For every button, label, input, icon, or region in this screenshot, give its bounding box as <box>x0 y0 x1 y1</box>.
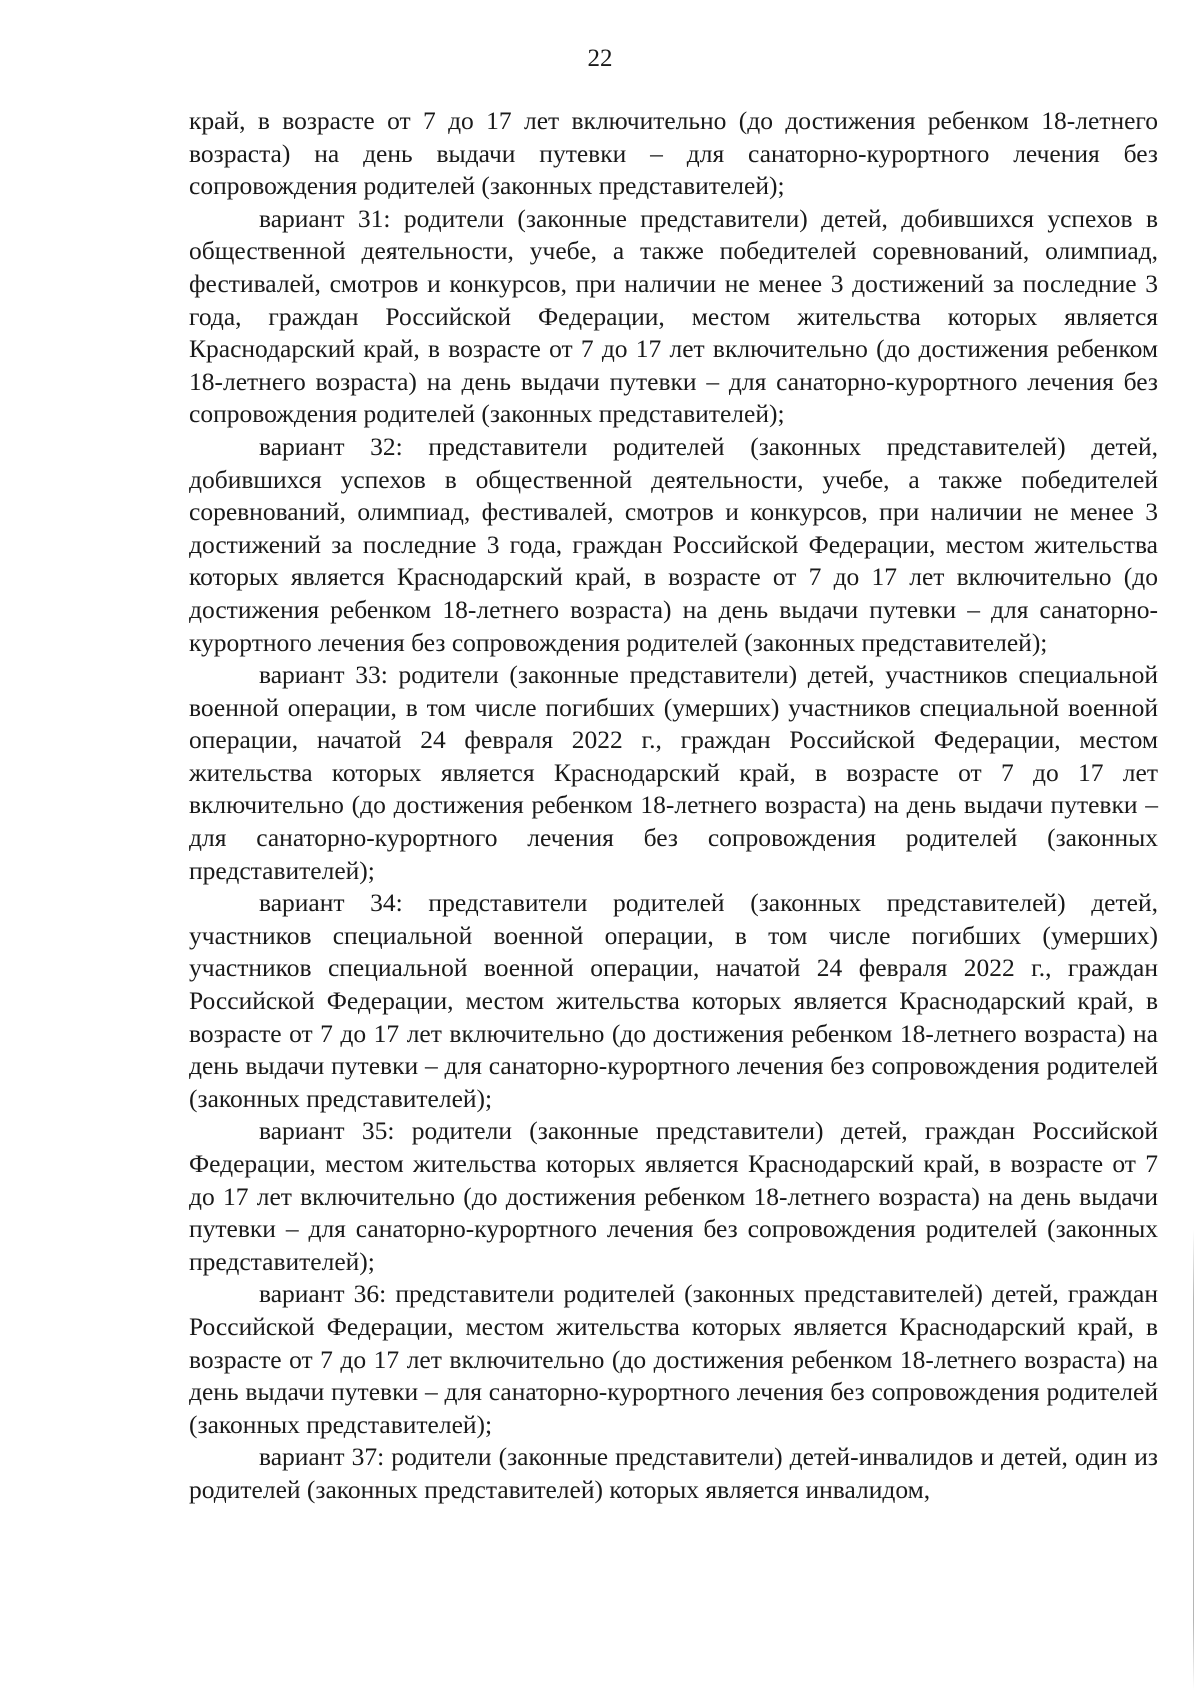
paragraph-variant-37: вариант 37: родители (законные представители) детей-инвалидов и детей, один из родителей (законных представителей) которых является инвалидом, <box>189 1442 1158 1504</box>
paragraph-variant-31: вариант 31: родители (законные представители) детей, добившихся успехов в общественной деятельности, учебе, а также победителей соревнований, олимпиад, фестивалей, смотров и конкурсов, при наличии не менее 3 достижений за последние 3 года, граждан Российской Федерации, местом жительства которых является Краснодарский край, в возрасте от 7 до 17 лет включительно (до достижения ребенком 18-летнего возраста) на день выдачи путевки – для санаторно-курортного лечения без сопровождения родителей (законных представителей); <box>189 203 1158 429</box>
paragraph-variant-32: вариант 32: представители родителей (законных представителей) детей, добившихся успехов в общественной деятельности, учебе, а также победителей соревнований, олимпиад, фестивалей, смотров и конкурсов, при наличии не менее 3 достижений за последние 3 года, граждан Российской Федерации, местом жительства которых является Краснодарский край, в возрасте от 7 до 17 лет включительно (до достижения ребенком 18-летнего возраста) на день выдачи путевки – для санаторно-курортного лечения без сопровождения родителей (законных представителей); <box>189 431 1158 657</box>
page-number: 22 <box>587 45 613 72</box>
paragraph-continuation: край, в возрасте от 7 до 17 лет включительно (до достижения ребенком 18-летнего возраста) на день выдачи путевки – для санаторно-курортного лечения без сопровождения родителей (законных представителей); <box>189 106 1158 201</box>
document-body <box>189 105 1158 1507</box>
paragraph-variant-35: вариант 35: родители (законные представители) детей, граждан Российской Федерации, местом жительства которых является Краснодарский край, в возрасте от 7 до 17 лет включительно (до достижения ребенком 18-летнего возраста) на день выдачи путевки – для санаторно-курортного лечения без сопровождения родителей (законных представителей); <box>189 1116 1158 1276</box>
paragraph-variant-34: вариант 34: представители родителей (законных представителей) детей, участников специальной военной операции, в том числе погибших (умерших) участников специальной военной операции, начатой 24 февраля 2022 г., граждан Российской Федерации, местом жительства которых является Краснодарский край, в возрасте от 7 до 17 лет включительно (до достижения ребенком 18-летнего возраста) на день выдачи путевки – для санаторно-курортного лечения без сопровождения родителей (законных представителей); <box>189 888 1158 1113</box>
paragraph-variant-33: вариант 33: родители (законные представители) детей, участников специальной военной операции, в том числе погибших (умерших) участников специальной военной операции, начатой 24 февраля 2022 г., граждан Российской Федерации, местом жительства которых является Краснодарский край, в возрасте от 7 до 17 лет включительно (до достижения ребенком 18-летнего возраста) на день выдачи путевки – для санаторно-курортного лечения без сопровождения родителей (законных представителей); <box>189 660 1158 885</box>
scan-edge-line <box>1193 1230 1194 1690</box>
paragraph-variant-36: вариант 36: представители родителей (законных представителей) детей, граждан Российской Федерации, местом жительства которых является Краснодарский край, в возрасте от 7 до 17 лет включительно (до достижения ребенком 18-летнего возраста) на день выдачи путевки – для санаторно-курортного лечения без сопровождения родителей (законных представителей); <box>189 1279 1158 1439</box>
